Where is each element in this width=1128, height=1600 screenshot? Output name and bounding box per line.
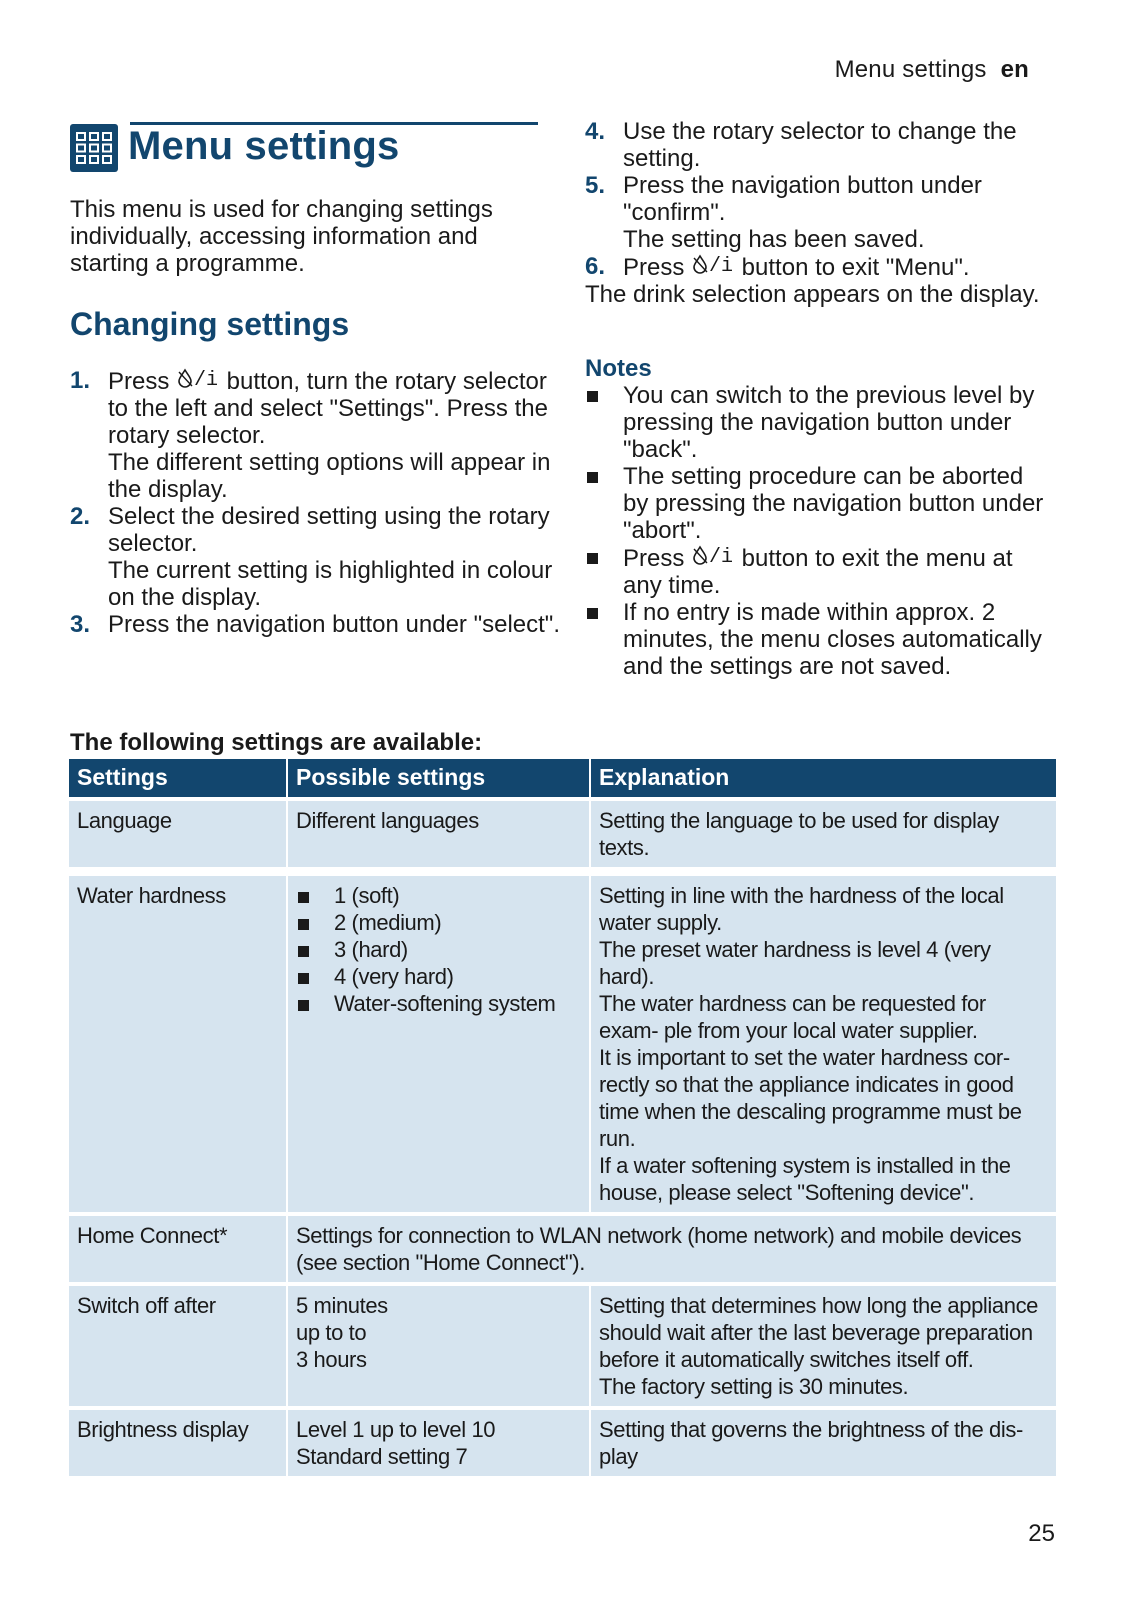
note-text: The setting procedure can be aborted by pressing the navigation button under "abort". [623,463,1044,544]
possible-line: 5 minutes [296,1293,388,1318]
note-item [585,382,1055,463]
note-text: Press [623,545,692,572]
running-header [835,56,1029,84]
square-bullet-icon [587,553,598,564]
step-result: The different setting options will appear in the display. [108,449,551,503]
list-item: Water-softening system [296,990,581,1017]
step-text: Press the navigation button under "select". [108,611,560,638]
steps-list-left [70,367,560,638]
note-text: button to exit the menu at any time. [623,545,1013,599]
possible-cell [286,1282,589,1406]
table-row [69,1406,1056,1476]
step-number: 2. [70,503,91,530]
step-number: 5. [585,172,606,199]
table-header-row [69,759,1056,797]
setting-cell: Brightness display [69,1406,286,1476]
note-item [585,544,1055,599]
step-text: Select the desired setting using the rotary selector. [108,503,550,557]
drop-info-button-icon [691,253,735,281]
possible-line: Standard setting 7 [296,1444,468,1469]
notes-list [585,382,1055,680]
step-1 [70,367,560,503]
note-text: You can switch to the previous level by pressing the navigation button under "back". [623,382,1035,463]
explanation-line: The factory setting is 30 minutes. [599,1374,909,1399]
svg-text:/i: /i [194,369,219,389]
setting-cell: Home Connect* [69,1212,286,1282]
svg-text:/i: /i [709,255,734,275]
step-text: Press [108,368,177,395]
list-item: 1 (soft) [296,882,581,909]
explanation-line: It is important to set the water hardness cor- rectly so that the appliance indicates in good time when the descaling programme must be run. [599,1045,1022,1151]
header-language: en [1000,56,1029,83]
step-3 [70,611,560,638]
column-header: Explanation [589,759,1056,797]
list-item: 4 (very hard) [296,963,581,990]
note-text: If no entry is made within approx. 2 minutes, the menu closes automatically and the settings are not saved. [623,599,1042,680]
column-header: Possible settings [286,759,589,797]
step-number: 4. [585,118,606,145]
step-number: 6. [585,253,606,280]
steps-list-right [585,118,1055,308]
step-result: The current setting is highlighted in colour on the display. [108,557,553,611]
note-item [585,463,1055,544]
table-row [69,797,1056,867]
explanation-line: The water hardness can be requested for exam- ple from your local water supplier. [599,991,986,1043]
result-text: The drink selection appears on the display. [585,281,1040,308]
step-6 [585,253,1055,281]
list-item: 3 (hard) [296,936,581,963]
explanation-line: The preset water hardness is level 4 (very hard). [599,937,991,989]
setting-cell: Language [69,797,286,867]
possible-line: up to to [296,1320,367,1345]
section-title: Changing settings [70,306,350,342]
explanation-cell: Setting the language to be used for display texts. [589,797,1056,867]
step-number: 3. [70,611,91,638]
square-bullet-icon [587,391,598,402]
possible-cell: Different languages [286,797,589,867]
table-caption: The following settings are available: [70,729,483,756]
menu-grid-icon [70,124,118,172]
possible-cell [286,867,589,1212]
table-row [69,1282,1056,1406]
intro-paragraph: This menu is used for changing settings individually, accessing information and starting a programme. [70,196,493,277]
page-title: Menu settings [128,124,400,168]
setting-cell: Water hardness [69,867,286,1212]
header-section: Menu settings [834,56,987,83]
explanation-line: Setting that determines how long the appliance should wait after the last beverage preparation before it automatically switches itself off. [599,1293,1039,1372]
drop-info-button-icon [691,544,735,572]
possible-line: Level 1 up to level 10 [296,1417,496,1442]
svg-text:/i: /i [709,546,734,566]
explanation-line: Setting in line with the hardness of the local water supply. [599,883,1004,935]
step-text: button, turn the rotary selector to the left and select "Settings". Press the rotary selector. [108,368,548,449]
step-2 [70,503,560,611]
possible-line: 3 hours [296,1347,367,1372]
settings-table [69,759,1056,1476]
explanation-cell [589,867,1056,1212]
possible-values-list [296,882,581,1017]
possible-cell [286,1406,589,1476]
spanning-cell: Settings for connection to WLAN network (home network) and mobile devices (see section "Home Connect"). [286,1212,1056,1282]
explanation-line: If a water softening system is installed in the house, please select "Softening device". [599,1153,1011,1205]
step-result: The setting has been saved. [623,226,925,253]
setting-cell: Switch off after [69,1282,286,1406]
table-row [69,867,1056,1212]
note-item [585,599,1055,680]
step-text: Use the rotary selector to change the setting. [623,118,1017,172]
step-number: 1. [70,367,91,394]
table-row [69,1212,1056,1282]
step-text: button to exit "Menu". [735,254,970,281]
explanation-cell [589,1282,1056,1406]
step-text: Press [623,254,692,281]
step-text: Press the navigation button under "confirm". [623,172,982,226]
square-bullet-icon [587,608,598,619]
page-number: 25 [1028,1520,1055,1547]
explanation-cell: Setting that governs the brightness of the dis- play [589,1406,1056,1476]
drop-info-button-icon [176,367,220,395]
square-bullet-icon [587,472,598,483]
step-4 [585,118,1055,172]
list-item: 2 (medium) [296,909,581,936]
column-header: Settings [69,759,286,797]
notes-title: Notes [585,355,652,382]
step-5 [585,172,1055,253]
